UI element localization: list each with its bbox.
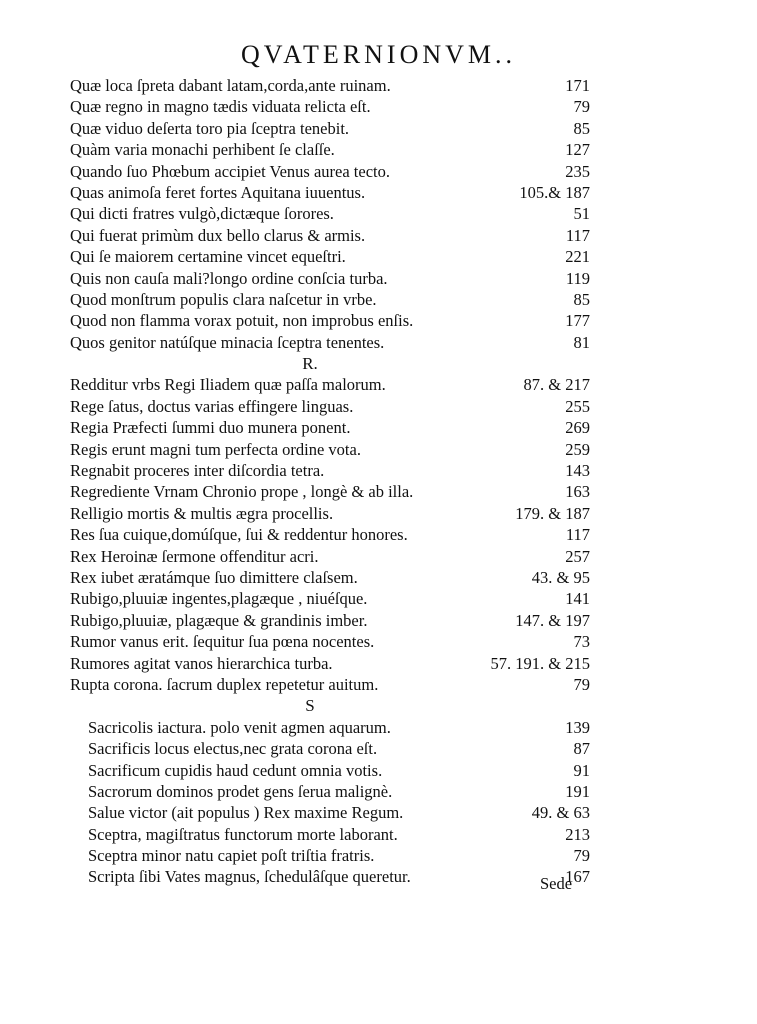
- section-letter-r: R.: [302, 354, 318, 374]
- index-entry: [70, 460, 590, 481]
- index-entry: [70, 845, 590, 866]
- entry-page-number: 119: [565, 268, 590, 288]
- index-entry: [70, 289, 590, 310]
- entry-page-number: 43. & 95: [531, 567, 590, 587]
- entry-page-number: 139: [565, 717, 590, 737]
- entry-page-number: 255: [565, 396, 590, 416]
- entry-page-number: 257: [565, 546, 590, 566]
- entry-page-number: 49. & 63: [531, 803, 590, 823]
- entry-text: Quod non flamma vorax potuit, non improbus enſis.: [70, 311, 414, 331]
- entry-page-number: 79: [573, 846, 590, 866]
- entry-page-number: 259: [565, 439, 590, 459]
- entry-page-number: 167: [565, 867, 590, 887]
- index-entry: [70, 118, 590, 139]
- section-r: [70, 374, 590, 695]
- entry-text: Rumores agitat vanos hierarchica turba.: [70, 653, 333, 673]
- running-head: QVATERNIONVM..: [240, 40, 517, 69]
- entry-text: Qui dicti fratres vulgò,dictæque ſorores.: [70, 204, 334, 224]
- index-entry: [70, 653, 590, 674]
- entry-text: Rex Heroinæ ſermone offenditur acri.: [70, 546, 319, 566]
- index-entry: [70, 439, 590, 460]
- entry-page-number: 85: [573, 289, 590, 309]
- entry-text: Quæ loca ſpreta dabant latam,corda,ante ruinam.: [70, 76, 391, 95]
- entry-text: Sceptra, magiſtratus functorum morte laborant.: [88, 824, 398, 844]
- entry-page-number: 73: [573, 632, 590, 652]
- entry-text: Salue victor (ait populus ) Rex maxime Regum.: [88, 803, 404, 823]
- index-entry: [70, 396, 590, 417]
- entry-text: Quis non cauſa mali?longo ordine conſcia turba.: [70, 268, 388, 288]
- index-entry: [70, 182, 590, 203]
- index-entry: [70, 717, 590, 738]
- entry-page-number: 127: [565, 140, 590, 160]
- index-entry: [70, 546, 590, 567]
- index-entry: [70, 203, 590, 224]
- entry-page-number: 105.& 187: [519, 182, 590, 202]
- index-entry: [70, 610, 590, 631]
- index-entry: [70, 310, 590, 331]
- index-entry: [70, 738, 590, 759]
- entry-text: Sacricolis iactura. polo venit agmen aquarum.: [88, 717, 391, 737]
- entry-text: Quæ viduo deſerta toro pia ſceptra tenebit.: [70, 118, 350, 138]
- entry-text: Redditur vrbs Regi Iliadem quæ paſſa malorum.: [70, 375, 386, 395]
- entry-page-number: 147. & 197: [515, 610, 590, 630]
- entry-page-number: 143: [565, 461, 590, 481]
- entry-page-number: 81: [573, 332, 590, 352]
- index-entry: [70, 588, 590, 609]
- entry-page-number: 79: [573, 97, 590, 117]
- index-entry: [70, 781, 590, 802]
- entry-text: Rumor vanus erit. ſequitur ſua pœna nocentes.: [70, 632, 375, 652]
- entry-page-number: 87. & 217: [523, 375, 590, 395]
- index-entry: [70, 417, 590, 438]
- entry-text: Quas animoſa feret fortes Aquitana iuuentus.: [70, 182, 366, 202]
- entry-text: Rupta corona. ſacrum duplex repetetur auitum.: [70, 674, 379, 694]
- entry-text: Regnabit proceres inter diſcordia tetra.: [70, 461, 325, 481]
- entry-text: Regis erunt magni tum perfecta ordine vota.: [70, 439, 361, 459]
- index-entry: [70, 268, 590, 289]
- entry-text: Sacrificum cupidis haud cedunt omnia votis.: [88, 760, 383, 780]
- catchword: Sede: [540, 874, 573, 893]
- index-entries: [70, 75, 590, 888]
- index-entry: [70, 524, 590, 545]
- entry-page-number: 57. 191. & 215: [490, 653, 590, 673]
- index-entry: [70, 481, 590, 502]
- entry-text: Regrediente Vrnam Chronio prope , longè & ab illa.: [70, 482, 414, 502]
- index-entry: [70, 96, 590, 117]
- entry-text: Sacrorum dominos prodet gens ſerua malignè.: [88, 781, 393, 801]
- entry-text: Quàm varia monachi perhibent ſe claſſe.: [70, 140, 335, 160]
- index-entry: [70, 631, 590, 652]
- index-entry: [70, 161, 590, 182]
- index-entry: [70, 802, 590, 823]
- entry-text: Scripta ſibi Vates magnus, ſchedulâſque queretur.: [88, 867, 411, 887]
- entry-text: Qui fuerat primùm dux bello clarus & armis.: [70, 225, 366, 245]
- entry-text: Quod monſtrum populis clara naſcetur in vrbe.: [70, 289, 377, 309]
- section-q: [70, 75, 590, 353]
- entry-page-number: 79: [573, 674, 590, 694]
- entry-text: Res ſua cuique,domúſque, ſui & reddentur honores.: [70, 525, 408, 545]
- section-s: [70, 717, 590, 888]
- index-entry: [70, 246, 590, 267]
- entry-page-number: 117: [565, 225, 590, 245]
- index-entry: [70, 503, 590, 524]
- entry-page-number: 221: [565, 247, 590, 267]
- index-entry: [70, 374, 590, 395]
- index-entry: [70, 824, 590, 845]
- entry-text: Rubigo,pluuiæ, plagæque & grandinis imber.: [70, 610, 368, 630]
- entry-page-number: 171: [565, 76, 590, 95]
- entry-text: Rubigo,pluuiæ ingentes,plagæque , niuéſque.: [70, 589, 368, 609]
- entry-page-number: 269: [565, 418, 590, 438]
- entry-page-number: 85: [573, 118, 590, 138]
- entry-page-number: 91: [573, 760, 590, 780]
- entry-text: Quos genitor natúſque minacia ſceptra tenentes.: [70, 332, 385, 352]
- index-entry: [70, 674, 590, 695]
- entry-text: Sceptra minor natu capiet poſt triſtia fratris.: [88, 846, 375, 866]
- index-entry: [70, 332, 590, 353]
- entry-page-number: 235: [565, 161, 590, 181]
- index-entry: [70, 866, 590, 887]
- entry-page-number: 213: [565, 824, 590, 844]
- entry-text: Sacrificis locus electus,nec grata corona eſt.: [88, 739, 378, 759]
- index-entry: [70, 139, 590, 160]
- entry-page-number: 51: [573, 204, 590, 224]
- entry-page-number: 179. & 187: [515, 503, 590, 523]
- entry-page-number: 141: [565, 589, 590, 609]
- entry-page-number: 163: [565, 482, 590, 502]
- entry-text: Relligio mortis & multis ægra procellis.: [70, 503, 334, 523]
- entry-text: Rex iubet æratámque ſuo dimittere claſsem.: [70, 567, 358, 587]
- entry-page-number: 191: [565, 781, 590, 801]
- section-letter-s: S: [305, 696, 315, 716]
- entry-text: Qui ſe maiorem certamine vincet equeſtri.: [70, 247, 346, 267]
- entry-page-number: 117: [565, 525, 590, 545]
- index-entry: [70, 760, 590, 781]
- entry-text: Quæ regno in magno tædis viduata relicta eſt.: [70, 97, 371, 117]
- entry-text: Regia Præfecti ſummi duo munera ponent.: [70, 418, 351, 438]
- index-entry: [70, 225, 590, 246]
- entry-text: Rege ſatus, doctus varias effingere linguas.: [70, 396, 354, 416]
- entry-text: Quando ſuo Phœbum accipiet Venus aurea tecto.: [70, 161, 390, 181]
- index-entry: [70, 567, 590, 588]
- index-entry: [70, 75, 590, 96]
- entry-page-number: 177: [565, 311, 590, 331]
- entry-page-number: 87: [573, 739, 590, 759]
